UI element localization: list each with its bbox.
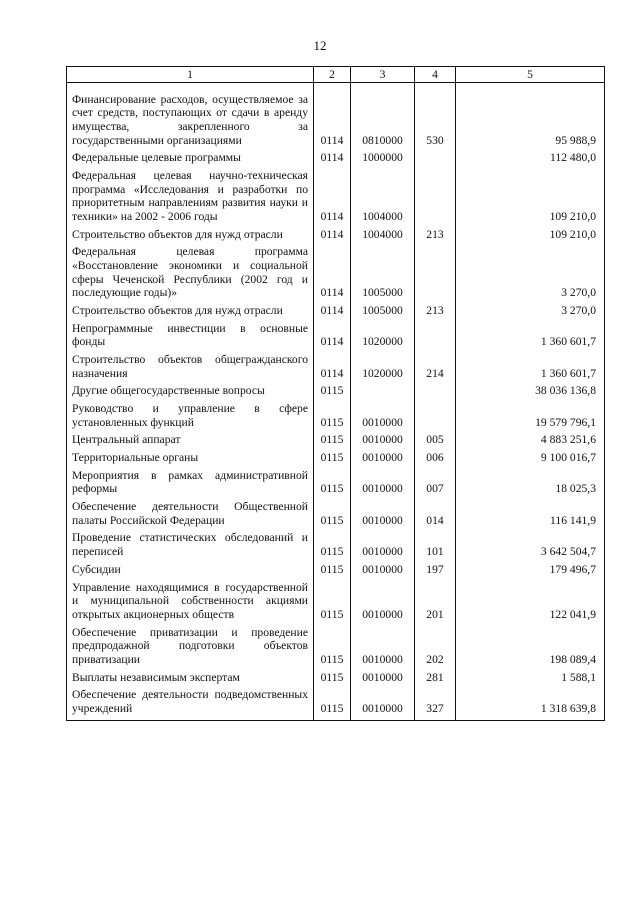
row-expense-type-code (415, 402, 456, 433)
row-name: Управление находящимися в государственной и муниципальной собственности акциями открытых акционерных обществ (67, 581, 314, 626)
table-row (67, 688, 605, 720)
table-row (67, 228, 605, 246)
column-header-4: 4 (415, 67, 456, 83)
budget-table (66, 66, 605, 721)
row-target-code: 1020000 (351, 322, 415, 353)
row-section-code: 0115 (314, 384, 351, 402)
row-expense-type-code: 327 (415, 688, 456, 720)
row-section-code: 0115 (314, 469, 351, 500)
row-amount: 112 480,0 (456, 151, 605, 169)
row-amount: 18 025,3 (456, 469, 605, 500)
row-expense-type-code: 201 (415, 581, 456, 626)
row-target-code: 0010000 (351, 531, 415, 562)
table-row (67, 451, 605, 469)
row-section-code: 0115 (314, 451, 351, 469)
row-name: Обеспечение деятельности подведомственных учреждений (67, 688, 314, 720)
column-header-5: 5 (456, 67, 605, 83)
row-target-code: 1005000 (351, 245, 415, 304)
table-row (67, 500, 605, 531)
row-name: Центральный аппарат (67, 433, 314, 451)
row-name: Строительство объектов для нужд отрасли (67, 228, 314, 246)
row-target-code (351, 384, 415, 402)
row-target-code: 0010000 (351, 581, 415, 626)
row-expense-type-code: 197 (415, 563, 456, 581)
row-target-code: 0010000 (351, 563, 415, 581)
table-row (67, 304, 605, 322)
row-amount: 19 579 796,1 (456, 402, 605, 433)
row-name: Федеральная целевая научно-техническая программа «Исследования и разработки по приоритетным направлениям развития науки и техники» на 2002 - 2006 годы (67, 169, 314, 228)
row-section-code: 0114 (314, 322, 351, 353)
row-target-code: 0010000 (351, 402, 415, 433)
row-expense-type-code: 005 (415, 433, 456, 451)
row-expense-type-code: 007 (415, 469, 456, 500)
row-amount: 38 036 136,8 (456, 384, 605, 402)
row-amount: 109 210,0 (456, 228, 605, 246)
row-expense-type-code: 101 (415, 531, 456, 562)
table-row (67, 322, 605, 353)
row-target-code: 1000000 (351, 151, 415, 169)
row-section-code: 0115 (314, 626, 351, 671)
row-section-code: 0115 (314, 671, 351, 689)
row-amount: 122 041,9 (456, 581, 605, 626)
row-target-code: 1005000 (351, 304, 415, 322)
row-section-code: 0114 (314, 82, 351, 151)
row-name: Финансирование расходов, осуществляемое за счет средств, поступающих от сдачи в аренду имущества, закрепленного за государственными организациями (67, 82, 314, 151)
table-row (67, 563, 605, 581)
row-section-code: 0114 (314, 169, 351, 228)
table-row (67, 531, 605, 562)
row-name: Непрограммные инвестиции в основные фонды (67, 322, 314, 353)
row-target-code: 0010000 (351, 671, 415, 689)
row-name: Федеральные целевые программы (67, 151, 314, 169)
row-section-code: 0115 (314, 581, 351, 626)
row-target-code: 1004000 (351, 169, 415, 228)
row-expense-type-code: 006 (415, 451, 456, 469)
table-row (67, 469, 605, 500)
row-target-code: 0010000 (351, 469, 415, 500)
table-row (67, 245, 605, 304)
table-row (67, 384, 605, 402)
row-target-code: 0010000 (351, 688, 415, 720)
row-expense-type-code: 202 (415, 626, 456, 671)
row-expense-type-code: 014 (415, 500, 456, 531)
row-amount: 1 360 601,7 (456, 353, 605, 384)
row-expense-type-code: 281 (415, 671, 456, 689)
row-expense-type-code (415, 151, 456, 169)
row-name: Обеспечение деятельности Общественной палаты Российской Федерации (67, 500, 314, 531)
row-amount: 109 210,0 (456, 169, 605, 228)
row-name: Проведение статистических обследований и переписей (67, 531, 314, 562)
row-section-code: 0115 (314, 531, 351, 562)
row-name: Руководство и управление в сфере установленных функций (67, 402, 314, 433)
table-row (67, 671, 605, 689)
table-row (67, 626, 605, 671)
row-amount: 95 988,9 (456, 82, 605, 151)
page-number: 12 (313, 38, 327, 53)
row-expense-type-code: 213 (415, 304, 456, 322)
row-section-code: 0114 (314, 353, 351, 384)
row-amount: 1 318 639,8 (456, 688, 605, 720)
table-row (67, 433, 605, 451)
row-name: Территориальные органы (67, 451, 314, 469)
row-expense-type-code: 214 (415, 353, 456, 384)
table-body (67, 82, 605, 720)
row-target-code: 1004000 (351, 228, 415, 246)
column-header-3: 3 (351, 67, 415, 83)
table-row (67, 82, 605, 151)
row-amount: 179 496,7 (456, 563, 605, 581)
row-name: Мероприятия в рамках административной реформы (67, 469, 314, 500)
row-amount: 3 270,0 (456, 304, 605, 322)
row-name: Федеральная целевая программа «Восстановление экономики и социальной сферы Чеченской Республики (2002 год и последующие годы)» (67, 245, 314, 304)
row-section-code: 0114 (314, 304, 351, 322)
row-amount: 198 089,4 (456, 626, 605, 671)
row-section-code: 0115 (314, 433, 351, 451)
row-target-code: 0810000 (351, 82, 415, 151)
row-expense-type-code: 213 (415, 228, 456, 246)
row-amount: 9 100 016,7 (456, 451, 605, 469)
row-section-code: 0115 (314, 402, 351, 433)
row-section-code: 0115 (314, 688, 351, 720)
row-name: Выплаты независимым экспертам (67, 671, 314, 689)
row-section-code: 0114 (314, 245, 351, 304)
column-header-1: 1 (67, 67, 314, 83)
row-amount: 116 141,9 (456, 500, 605, 531)
table-row (67, 402, 605, 433)
row-target-code: 0010000 (351, 500, 415, 531)
row-amount: 1 588,1 (456, 671, 605, 689)
row-expense-type-code (415, 322, 456, 353)
row-expense-type-code: 530 (415, 82, 456, 151)
row-target-code: 0010000 (351, 433, 415, 451)
row-amount: 3 642 504,7 (456, 531, 605, 562)
table-row (67, 169, 605, 228)
table-header-row (67, 67, 605, 83)
row-name: Другие общегосударственные вопросы (67, 384, 314, 402)
row-expense-type-code (415, 245, 456, 304)
row-target-code: 0010000 (351, 451, 415, 469)
table-row (67, 353, 605, 384)
row-amount: 3 270,0 (456, 245, 605, 304)
row-name: Строительство объектов общегражданского назначения (67, 353, 314, 384)
row-section-code: 0114 (314, 228, 351, 246)
row-name: Обеспечение приватизации и проведение предпродажной подготовки объектов приватизации (67, 626, 314, 671)
row-amount: 4 883 251,6 (456, 433, 605, 451)
row-section-code: 0115 (314, 500, 351, 531)
row-name: Субсидии (67, 563, 314, 581)
column-header-2: 2 (314, 67, 351, 83)
table-row (67, 151, 605, 169)
row-target-code: 0010000 (351, 626, 415, 671)
row-amount: 1 360 601,7 (456, 322, 605, 353)
table-row (67, 581, 605, 626)
row-section-code: 0114 (314, 151, 351, 169)
row-expense-type-code (415, 384, 456, 402)
row-name: Строительство объектов для нужд отрасли (67, 304, 314, 322)
row-expense-type-code (415, 169, 456, 228)
row-target-code: 1020000 (351, 353, 415, 384)
row-section-code: 0115 (314, 563, 351, 581)
